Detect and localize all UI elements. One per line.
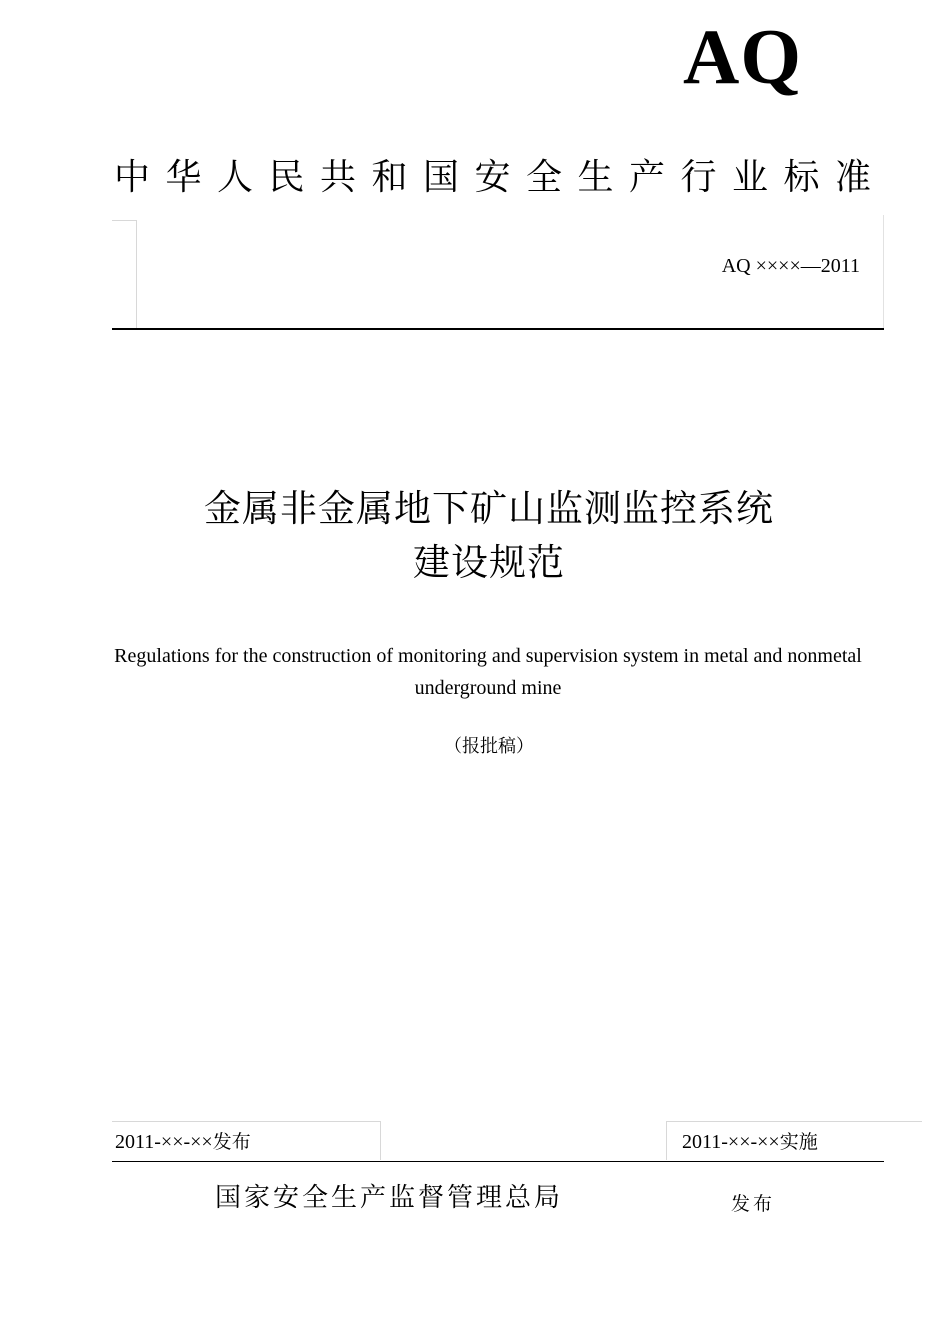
- issuing-authority: 国家安全生产监督管理总局: [215, 1183, 564, 1213]
- aq-logo: AQ: [683, 13, 802, 100]
- issue-date: [115, 1130, 251, 1154]
- issue-label: 发布: [731, 1193, 776, 1215]
- frame-line-right: [883, 215, 884, 328]
- standard-number: AQ ××××—2011: [721, 255, 860, 277]
- document-title-line2: 建设规范: [413, 541, 565, 584]
- english-title: Regulations for the construction of monitoring and supervision system in metal and nonmetal underground mine: [114, 645, 862, 699]
- frame-line-top: [112, 220, 137, 221]
- implementation-date: [682, 1130, 818, 1154]
- implementation-date-suffix: 实施: [779, 1131, 818, 1153]
- issue-date-value: 2011-××-××: [115, 1131, 213, 1153]
- document-title-line1: 金属非金属地下矿山监测监控系统: [204, 487, 774, 530]
- implementation-date-value: 2011-××-××: [682, 1131, 780, 1153]
- header-divider: [112, 328, 884, 330]
- issue-date-suffix: 发布: [212, 1131, 251, 1153]
- standard-category-title: 中华人民共和国安全生产行业标准: [114, 157, 887, 198]
- footer-divider: [112, 1161, 884, 1162]
- frame-line-left: [136, 220, 137, 328]
- draft-status-label: （报批稿）: [444, 736, 534, 757]
